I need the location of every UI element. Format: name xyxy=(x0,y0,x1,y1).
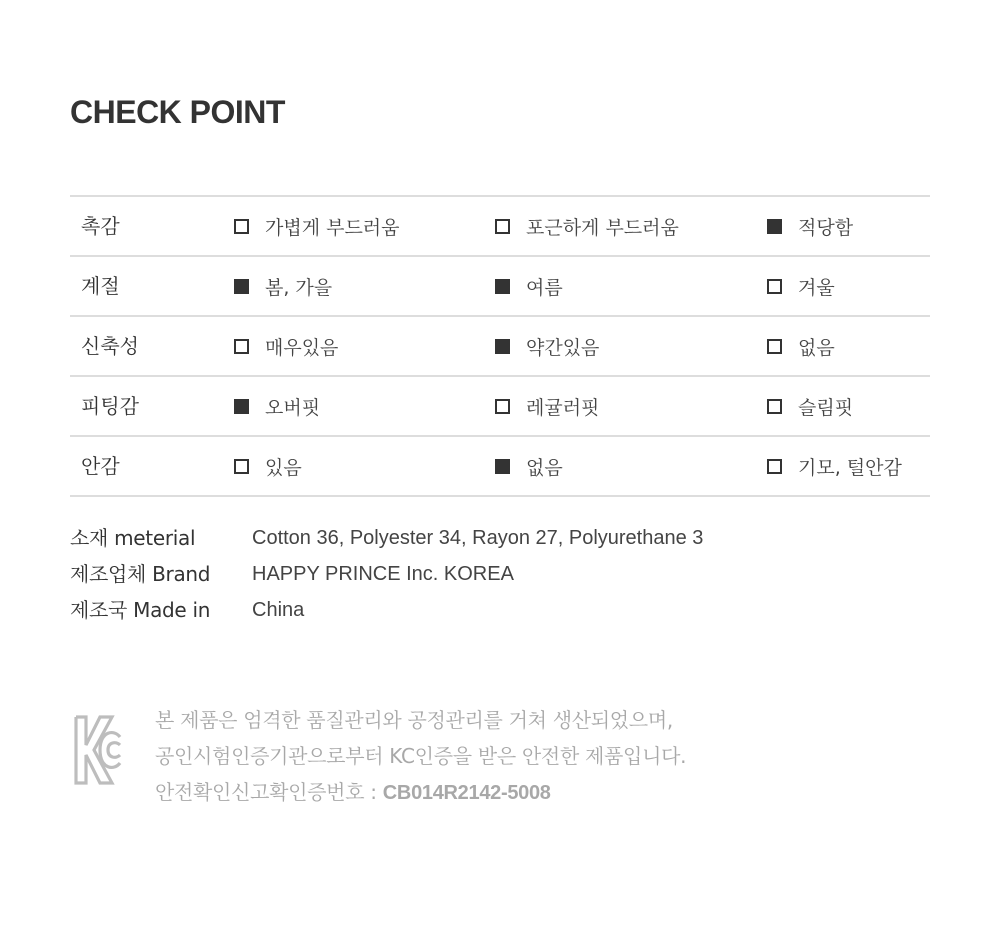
option-label: 없음 xyxy=(526,456,563,479)
check-row-texture xyxy=(70,197,930,257)
checkbox-icon xyxy=(234,399,249,414)
cert-number-label: 안전확인신고확인증번호 : xyxy=(155,780,383,804)
cert-number: CB014R2142-5008 xyxy=(382,782,551,804)
check-option xyxy=(767,437,902,495)
spec-value: Cotton 36, Polyester 34, Rayon 27, Polyurethane 3 xyxy=(252,527,704,549)
row-label: 계절 xyxy=(81,274,120,298)
option-label: 매우있음 xyxy=(265,336,339,359)
check-row-lining xyxy=(70,437,930,497)
check-option xyxy=(234,377,320,435)
checkbox-icon xyxy=(495,459,510,474)
option-label: 적당함 xyxy=(798,216,854,239)
check-point-table xyxy=(70,195,930,497)
option-label: 포근하게 부드러움 xyxy=(526,216,679,239)
spec-label: 제조업체 Brand xyxy=(70,562,211,586)
spec-row-origin xyxy=(70,592,930,628)
check-option xyxy=(234,197,400,255)
checkbox-icon xyxy=(767,279,782,294)
checkbox-icon xyxy=(495,219,510,234)
option-label: 가볍게 부드러움 xyxy=(265,216,400,239)
kc-certification-mark-icon xyxy=(74,715,122,785)
option-label: 오버핏 xyxy=(265,396,321,419)
row-label: 촉감 xyxy=(81,214,120,238)
check-option xyxy=(234,257,332,315)
check-option xyxy=(767,377,853,435)
check-option xyxy=(234,317,338,375)
checkbox-icon xyxy=(767,339,782,354)
check-option xyxy=(767,257,835,315)
spec-value: China xyxy=(252,599,305,621)
row-label: 신축성 xyxy=(81,334,139,358)
checkbox-icon xyxy=(495,339,510,354)
option-label: 겨울 xyxy=(798,276,835,299)
kc-certification-notice xyxy=(155,702,686,811)
option-label: 슬림핏 xyxy=(798,396,854,419)
notice-line: 공인시험인증기관으로부터 KC인증을 받은 안전한 제품입니다. xyxy=(155,744,687,768)
row-label: 피팅감 xyxy=(81,394,139,418)
option-label: 기모, 털안감 xyxy=(798,456,902,479)
option-label: 레귤러핏 xyxy=(526,396,600,419)
check-option xyxy=(495,197,679,255)
check-option xyxy=(495,437,563,495)
check-option xyxy=(767,317,835,375)
checkbox-icon xyxy=(495,279,510,294)
option-label: 약간있음 xyxy=(526,336,600,359)
product-specs xyxy=(70,520,930,628)
checkbox-icon xyxy=(767,219,782,234)
checkbox-icon xyxy=(234,339,249,354)
checkbox-icon xyxy=(234,279,249,294)
check-option xyxy=(495,317,599,375)
spec-row-brand xyxy=(70,556,930,592)
check-row-fit xyxy=(70,377,930,437)
checkbox-icon xyxy=(495,399,510,414)
spec-label: 소재 meterial xyxy=(70,526,196,550)
checkbox-icon xyxy=(767,459,782,474)
option-label: 있음 xyxy=(265,456,302,479)
check-option xyxy=(234,437,302,495)
check-option xyxy=(495,377,599,435)
check-row-stretch xyxy=(70,317,930,377)
check-option xyxy=(495,257,563,315)
page-title: CHECK POINT xyxy=(70,94,285,130)
checkbox-icon xyxy=(767,399,782,414)
option-label: 여름 xyxy=(526,276,563,299)
checkbox-icon xyxy=(234,219,249,234)
checkbox-icon xyxy=(234,459,249,474)
check-option xyxy=(767,197,853,255)
notice-line-cert xyxy=(155,774,686,811)
row-label: 안감 xyxy=(81,454,120,478)
option-label: 봄, 가을 xyxy=(265,276,333,299)
spec-row-material xyxy=(70,520,930,556)
spec-label: 제조국 Made in xyxy=(70,598,211,622)
notice-line: 본 제품은 엄격한 품질관리와 공정관리를 거쳐 생산되었으며, xyxy=(155,708,673,732)
check-row-season xyxy=(70,257,930,317)
spec-value: HAPPY PRINCE Inc. KOREA xyxy=(252,563,514,585)
option-label: 없음 xyxy=(798,336,835,359)
